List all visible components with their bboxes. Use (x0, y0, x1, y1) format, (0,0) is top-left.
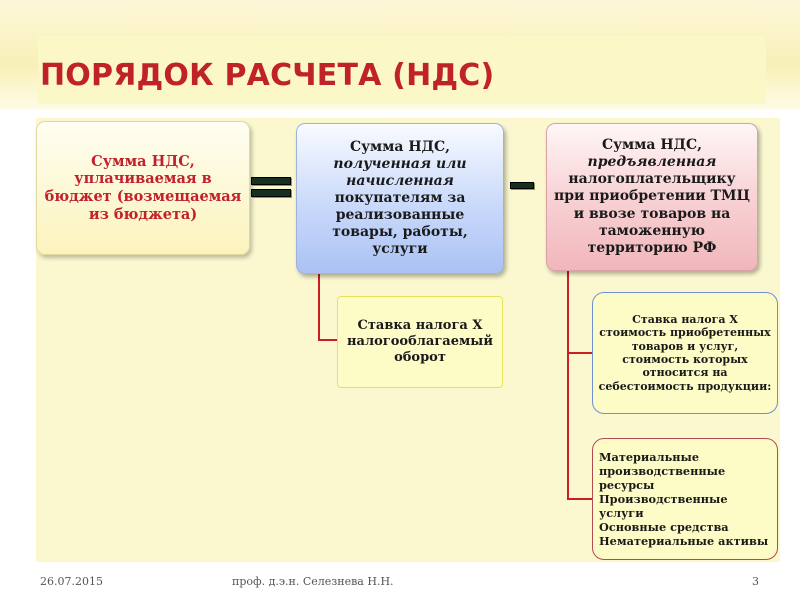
resources-box (592, 438, 778, 560)
vat-charged-text (553, 137, 751, 257)
resource-item: Нематериальные активы (599, 534, 769, 549)
connector-line (567, 498, 592, 500)
rate-x-cost-box (592, 292, 778, 414)
footer-date: 26.07.2015 (40, 575, 103, 588)
vat-payable-box (36, 121, 250, 255)
connector-line (567, 271, 569, 500)
page-number: 3 (752, 575, 759, 588)
vat-received-lead: Сумма НДС, (349, 138, 451, 155)
vat-received-box (296, 123, 504, 274)
vat-charged-italic: предъявленная (587, 154, 717, 171)
resource-item: Основные средства (599, 520, 729, 535)
equals-sign-top-bar (251, 177, 291, 185)
vat-charged-lead: Сумма НДС, (601, 137, 703, 154)
rate-x-base-text: Ставка налога Х налогооблагаемый оборот (347, 318, 493, 365)
rate-x-cost-text: Ставка налога Х стоимость приобретенных товаров и услуг, стоимость которых относится на себестоимость продукции: (598, 312, 772, 393)
resources-list (599, 450, 771, 549)
vat-received-rest: покупателям за реализованные товары, работы, услуги (332, 189, 468, 258)
vat-charged-rest: налогоплательщику при приобретении ТМЦ и ввозе товаров на таможенную территорию РФ (554, 171, 750, 256)
resource-item: Материальные производственные ресурсы (599, 449, 726, 492)
minus-sign (510, 182, 534, 189)
connector-line (318, 274, 320, 341)
vat-received-italic: полученная или начисленная (333, 155, 467, 189)
equals-sign-bottom-bar (251, 189, 291, 197)
vat-payable-text: Сумма НДС, уплачиваемая в бюджет (возмещаемая из бюджета) (44, 152, 242, 223)
connector-line (567, 352, 592, 354)
resource-item: Производственные услуги (599, 491, 728, 521)
rate-x-base-box (337, 296, 503, 388)
vat-received-text (303, 139, 497, 259)
connector-line (318, 339, 337, 341)
vat-charged-box (546, 123, 758, 271)
footer-author: проф. д.э.н. Селезнева Н.Н. (232, 575, 394, 588)
page-title: ПОРЯДОК РАСЧЕТА (НДС) (40, 58, 495, 93)
